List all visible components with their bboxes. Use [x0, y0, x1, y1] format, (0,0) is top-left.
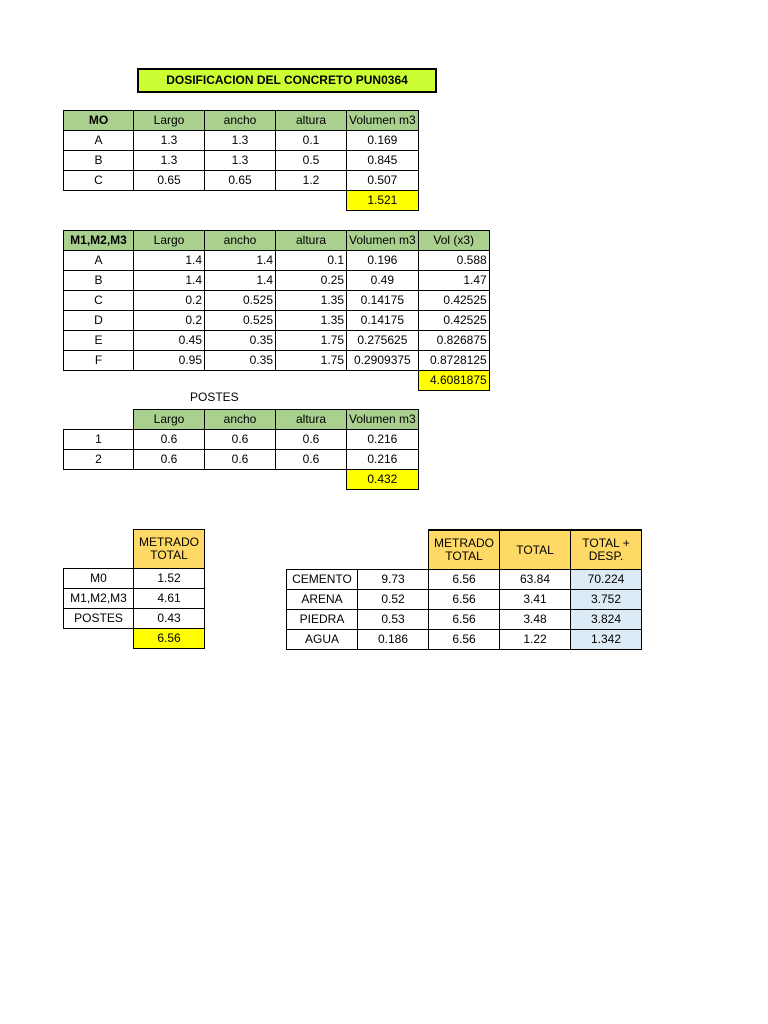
cell: 3.41	[500, 590, 571, 610]
cell: 0.6	[134, 430, 205, 450]
table-row	[64, 609, 205, 629]
cell: 4.61	[134, 589, 205, 609]
total-cell: 0.432	[347, 470, 419, 490]
cell: 0.65	[134, 171, 205, 191]
cell: 0.6	[276, 430, 347, 450]
cell: 1.35	[276, 311, 347, 331]
table-row	[64, 131, 419, 151]
cell: 6.56	[429, 630, 500, 650]
cell: 0.65	[205, 171, 276, 191]
table-row	[64, 569, 205, 589]
cell: PIEDRA	[287, 610, 358, 630]
cell: A	[64, 251, 134, 271]
header-cell: Largo	[134, 410, 205, 430]
total-row	[64, 371, 490, 391]
table-row	[64, 450, 419, 470]
cell: 0.2	[134, 311, 205, 331]
cell: 0.14175	[347, 311, 419, 331]
cell: 0.525	[205, 311, 276, 331]
cell: 0.42525	[418, 311, 489, 331]
cell: E	[64, 331, 134, 351]
table-row	[287, 630, 642, 650]
mo-table	[63, 110, 419, 211]
cell: 0.169	[347, 131, 419, 151]
cell: C	[64, 291, 134, 311]
table-row	[64, 251, 490, 271]
cell: 63.84	[500, 570, 571, 590]
cell: 0.6	[205, 450, 276, 470]
total-row	[64, 470, 419, 490]
header-cell: ancho	[205, 410, 276, 430]
total-cell: 6.56	[134, 629, 205, 649]
cell: F	[64, 351, 134, 371]
table-row	[64, 589, 205, 609]
cell: C	[64, 171, 134, 191]
cell: ARENA	[287, 590, 358, 610]
total-cell: 1.521	[347, 191, 419, 211]
cell: 0.2	[134, 291, 205, 311]
cell: POSTES	[64, 609, 134, 629]
cell: 0.53	[358, 610, 429, 630]
header-cell: ancho	[205, 111, 276, 131]
cell: 6.56	[429, 590, 500, 610]
total-cell: 4.6081875	[418, 371, 489, 391]
header-cell: TOTAL	[500, 530, 571, 570]
header-cell: TOTAL + DESP.	[571, 530, 642, 570]
cell: 1.47	[418, 271, 489, 291]
materials-table	[286, 529, 642, 650]
cell: 0.25	[276, 271, 347, 291]
cell: 0.35	[205, 331, 276, 351]
table-row	[287, 610, 642, 630]
cell: 3.824	[571, 610, 642, 630]
cell: 0.43	[134, 609, 205, 629]
cell: 0.1	[276, 251, 347, 271]
header-cell: Largo	[134, 111, 205, 131]
table-row	[64, 171, 419, 191]
header-cell: Largo	[134, 231, 205, 251]
cell: 0.49	[347, 271, 419, 291]
cell: 0.95	[134, 351, 205, 371]
cell: 0.1	[276, 131, 347, 151]
cell: M0	[64, 569, 134, 589]
cell: D	[64, 311, 134, 331]
header-cell: Volumen m3	[347, 231, 419, 251]
cell: 0.6	[205, 430, 276, 450]
table-header-row	[64, 530, 205, 569]
table-row	[287, 570, 642, 590]
cell: 0.525	[205, 291, 276, 311]
table-row	[64, 311, 490, 331]
cell: 6.56	[429, 570, 500, 590]
cell: 9.73	[358, 570, 429, 590]
cell: 0.2909375	[347, 351, 419, 371]
cell: 0.845	[347, 151, 419, 171]
cell: 1.22	[500, 630, 571, 650]
cell: 1.4	[205, 271, 276, 291]
cell: 0.14175	[347, 291, 419, 311]
cell: B	[64, 151, 134, 171]
cell: AGUA	[287, 630, 358, 650]
cell: 0.507	[347, 171, 419, 191]
cell: 0.5	[276, 151, 347, 171]
m-table	[63, 230, 490, 391]
cell: 1.3	[134, 151, 205, 171]
table-row	[64, 331, 490, 351]
table-row	[64, 351, 490, 371]
cell: 1.52	[134, 569, 205, 589]
cell: 0.52	[358, 590, 429, 610]
cell: 1.75	[276, 351, 347, 371]
table-header-row	[64, 231, 490, 251]
cell: 0.275625	[347, 331, 419, 351]
table-header-row	[64, 111, 419, 131]
cell: CEMENTO	[287, 570, 358, 590]
table-row	[64, 430, 419, 450]
cell: 0.826875	[418, 331, 489, 351]
total-row	[64, 629, 205, 649]
cell: 0.186	[358, 630, 429, 650]
cell: 1.4	[134, 251, 205, 271]
cell: 0.196	[347, 251, 419, 271]
cell: 3.752	[571, 590, 642, 610]
header-cell: MO	[64, 111, 134, 131]
header-cell: altura	[276, 410, 347, 430]
cell: A	[64, 131, 134, 151]
cell: 1.3	[205, 131, 276, 151]
header-cell: altura	[276, 231, 347, 251]
cell: B	[64, 271, 134, 291]
cell: 0.216	[347, 430, 419, 450]
table-row	[64, 291, 490, 311]
table-header-row	[64, 410, 419, 430]
cell: 0.45	[134, 331, 205, 351]
table-row	[64, 151, 419, 171]
header-cell: ancho	[205, 231, 276, 251]
header-cell: Volumen m3	[347, 410, 419, 430]
cell: 1.35	[276, 291, 347, 311]
table-row	[64, 271, 490, 291]
cell: 0.6	[276, 450, 347, 470]
cell: 0.8728125	[418, 351, 489, 371]
cell: 1.2	[276, 171, 347, 191]
postes-table	[63, 409, 419, 490]
cell: 1.3	[205, 151, 276, 171]
header-cell: M1,M2,M3	[64, 231, 134, 251]
table-row	[287, 590, 642, 610]
header-cell: METRADO TOTAL	[429, 530, 500, 570]
metrado-table	[63, 529, 205, 649]
header-cell: METRADO TOTAL	[134, 530, 205, 569]
cell: 1	[64, 430, 134, 450]
cell: 1.342	[571, 630, 642, 650]
cell: 2	[64, 450, 134, 470]
cell: M1,M2,M3	[64, 589, 134, 609]
page-title: DOSIFICACION DEL CONCRETO PUN0364	[137, 68, 437, 93]
header-cell: Volumen m3	[347, 111, 419, 131]
table-header-row	[287, 530, 642, 570]
cell: 0.216	[347, 450, 419, 470]
header-cell: altura	[276, 111, 347, 131]
postes-label: POSTES	[190, 390, 239, 404]
cell: 0.35	[205, 351, 276, 371]
cell: 3.48	[500, 610, 571, 630]
cell: 0.588	[418, 251, 489, 271]
cell: 6.56	[429, 610, 500, 630]
cell: 1.4	[134, 271, 205, 291]
cell: 70.224	[571, 570, 642, 590]
cell: 1.3	[134, 131, 205, 151]
header-cell: Vol (x3)	[418, 231, 489, 251]
header-cell	[64, 410, 134, 430]
cell: 1.75	[276, 331, 347, 351]
total-row	[64, 191, 419, 211]
cell: 0.6	[134, 450, 205, 470]
cell: 1.4	[205, 251, 276, 271]
cell: 0.42525	[418, 291, 489, 311]
